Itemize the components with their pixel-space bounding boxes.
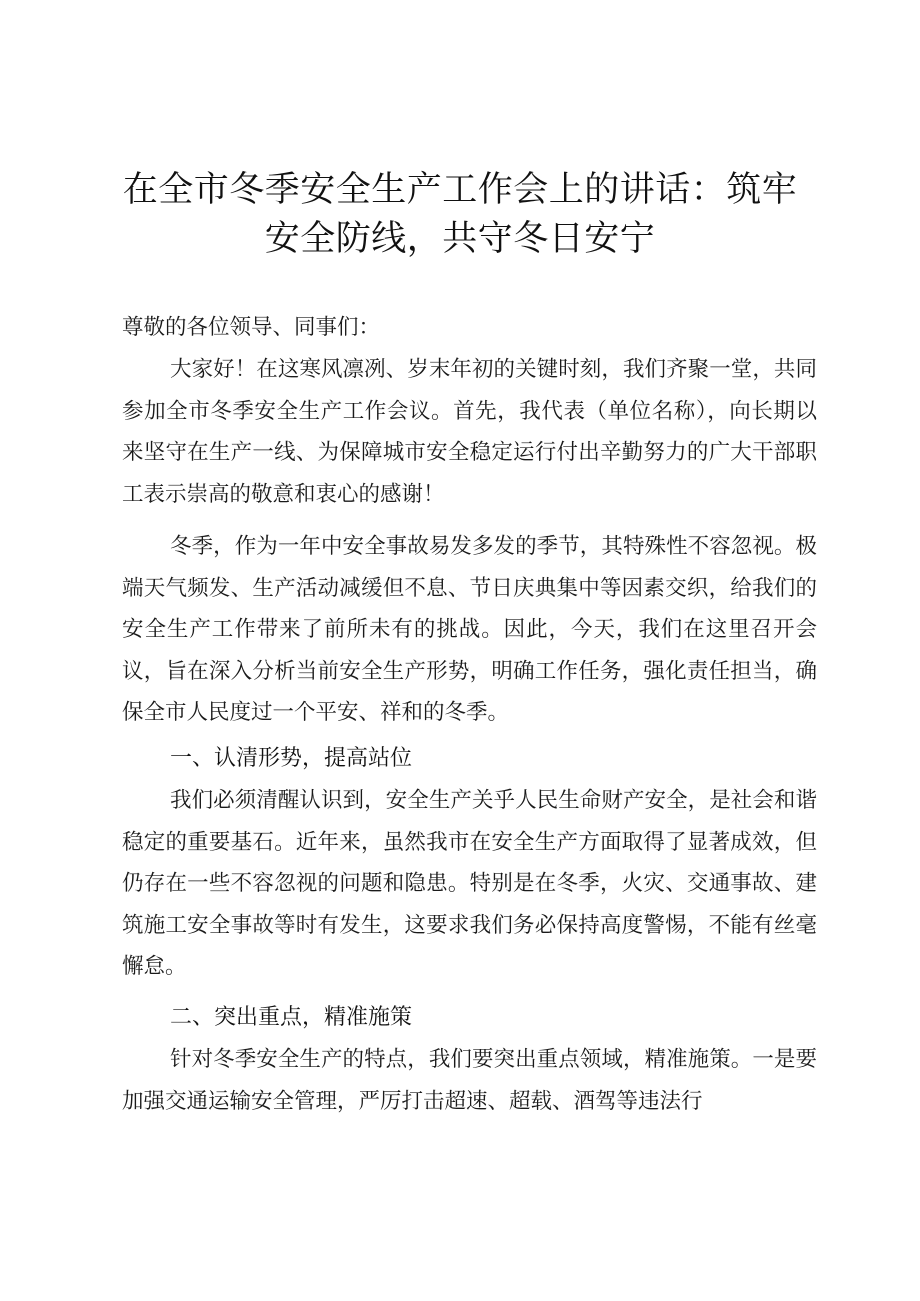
paragraph-situation: 我们必须清醒认识到，安全生产关乎人民生命财产安全，是社会和谐稳定的重要基石。近年来，虽然我市在安全生产方面取得了显著成效，但仍存在一些不容忽视的问题和隐患。特别是在冬季，火灾、交通事故、建筑施工安全事故等时有发生，这要求我们务必保持高度警惕，不能有丝毫懈怠。 <box>122 788 817 979</box>
paragraph-greeting: 大家好！在这寒风凛冽、岁末年初的关键时刻，我们齐聚一堂，共同参加全市冬季安全生产工作会议。首先，我代表（单位名称），向长期以来坚守在生产一线、为保障城市安全稳定运行付出辛勤努力的广大干部职工表示崇高的敬意和衷心的感谢！ <box>122 357 817 507</box>
section-heading-1: 一、认清形势，提高站位 <box>170 746 413 771</box>
paragraph-measures: 针对冬季安全生产的特点，我们要突出重点领域，精准施策。一是要加强交通运输安全管理，严厉打击超速、超载、酒驾等违法行 <box>122 1047 817 1114</box>
salutation: 尊敬的各位领导、同事们： <box>122 315 381 340</box>
section-heading-2: 二、突出重点，精准施策 <box>170 1005 413 1030</box>
document-title: 在全市冬季安全生产工作会上的讲话：筑牢安全防线，共守冬日安宁 <box>122 170 798 259</box>
paragraph-winter-challenges: 冬季，作为一年中安全事故易发多发的季节，其特殊性不容忽视。极端天气频发、生产活动减缓但不息、节日庆典集中等因素交织，给我们的安全生产工作带来了前所未有的挑战。因此，今天，我们在这里召开会议，旨在深入分析当前安全生产形势，明确工作任务，强化责任担当，确保全市人民度过一个平安、祥和的冬季。 <box>122 534 817 725</box>
